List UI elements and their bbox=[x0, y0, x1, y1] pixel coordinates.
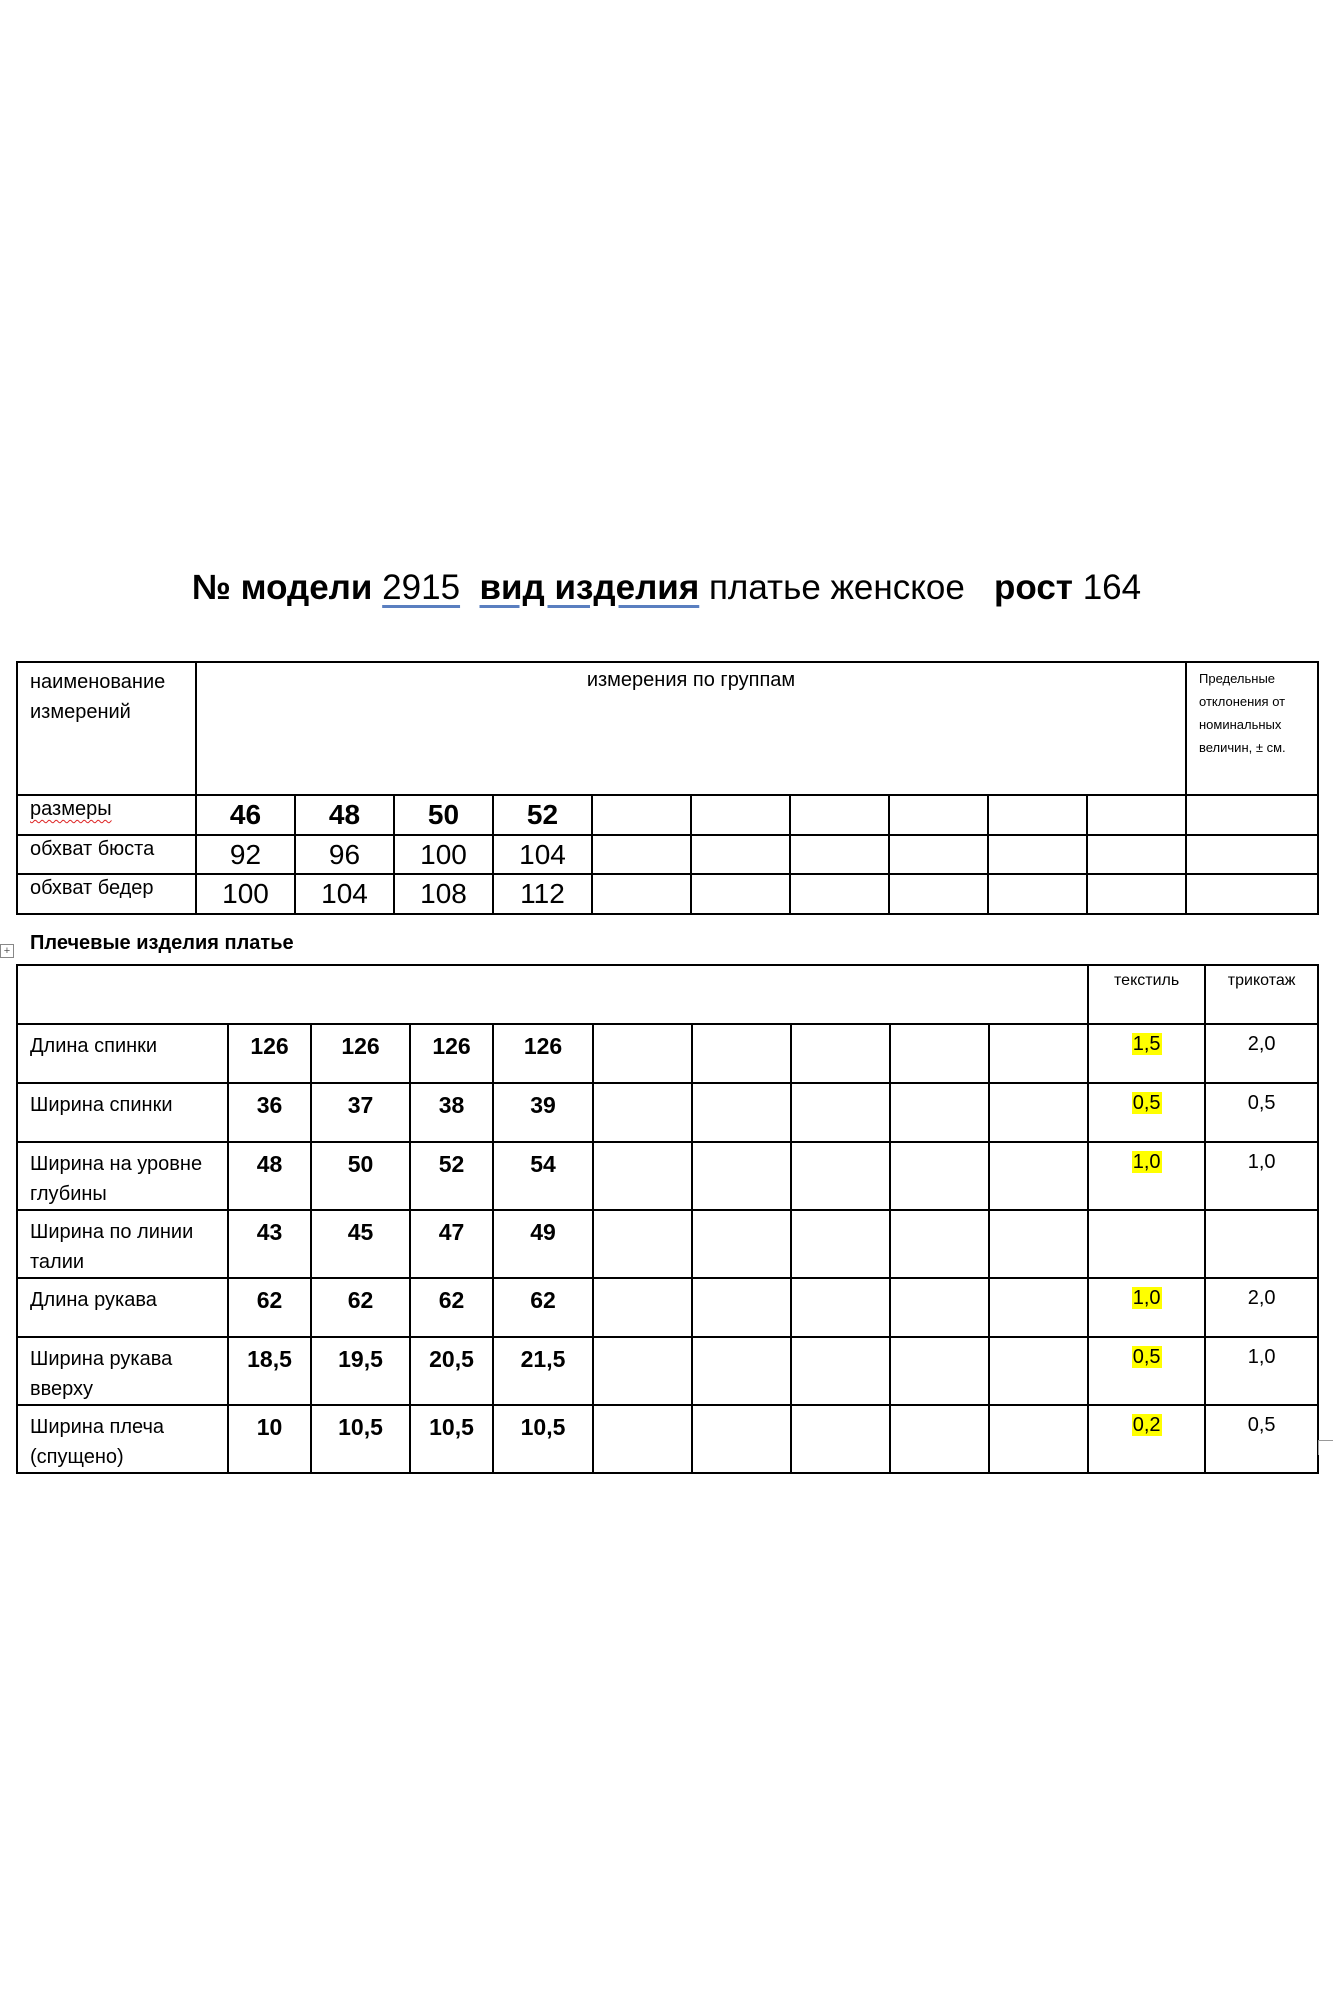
value-cell: 62 bbox=[493, 1278, 593, 1337]
value-cell: 62 bbox=[311, 1278, 410, 1337]
measurement-table bbox=[16, 964, 1319, 1474]
value-cell: 10,5 bbox=[311, 1405, 410, 1473]
value-cell: 19,5 bbox=[311, 1337, 410, 1405]
textile-deviation-cell bbox=[1088, 1083, 1205, 1142]
knit-deviation-cell: 1,0 bbox=[1205, 1337, 1318, 1405]
value-cell: 52 bbox=[410, 1142, 493, 1210]
value-cell: 54 bbox=[493, 1142, 593, 1210]
table-row bbox=[17, 1210, 1318, 1278]
textile-header: текстиль bbox=[1088, 965, 1205, 1024]
value-cell: 10,5 bbox=[410, 1405, 493, 1473]
value-cell: 126 bbox=[493, 1024, 593, 1083]
value-cell: 112 bbox=[493, 874, 592, 914]
model-label: № модели bbox=[191, 568, 373, 607]
document-title bbox=[0, 568, 1333, 608]
size-cell: 46 bbox=[196, 795, 295, 835]
size-table bbox=[16, 661, 1319, 915]
value-cell: 49 bbox=[493, 1210, 593, 1278]
value-cell: 45 bbox=[311, 1210, 410, 1278]
size-table-header bbox=[17, 662, 1318, 795]
highlighted-value: 0,2 bbox=[1132, 1414, 1161, 1436]
table-row bbox=[17, 1337, 1318, 1405]
model-number: 2915 bbox=[382, 568, 461, 607]
row-label: размеры bbox=[30, 798, 112, 820]
textile-deviation-cell bbox=[1088, 1210, 1205, 1278]
value-cell: 38 bbox=[410, 1083, 493, 1142]
value-cell: 10,5 bbox=[493, 1405, 593, 1473]
group-header: измерения по группам bbox=[196, 662, 1186, 795]
value-cell: 62 bbox=[410, 1278, 493, 1337]
measurement-name-header: наименование измерений bbox=[17, 662, 196, 795]
value-cell: 39 bbox=[493, 1083, 593, 1142]
table-move-handle-icon[interactable]: + bbox=[0, 944, 14, 958]
row-label: Длина рукава bbox=[17, 1278, 228, 1337]
textile-deviation-cell bbox=[1088, 1405, 1205, 1473]
size-cell: 48 bbox=[295, 795, 394, 835]
size-cell: 50 bbox=[394, 795, 493, 835]
knit-deviation-cell: 0,5 bbox=[1205, 1405, 1318, 1473]
value-cell: 100 bbox=[394, 835, 493, 874]
highlighted-value: 1,0 bbox=[1132, 1287, 1161, 1309]
measurement-rows bbox=[17, 1024, 1318, 1473]
height-label: рост bbox=[994, 568, 1073, 607]
table-row bbox=[17, 795, 1318, 835]
knit-deviation-cell: 2,0 bbox=[1205, 1278, 1318, 1337]
value-cell: 126 bbox=[410, 1024, 493, 1083]
value-cell: 126 bbox=[311, 1024, 410, 1083]
table-row bbox=[17, 1024, 1318, 1083]
row-label: Длина спинки bbox=[17, 1024, 228, 1083]
table-row bbox=[17, 1142, 1318, 1210]
value-cell: 21,5 bbox=[493, 1337, 593, 1405]
height-value: 164 bbox=[1082, 568, 1142, 607]
value-cell: 37 bbox=[311, 1083, 410, 1142]
row-label: Ширина по линии талии bbox=[17, 1210, 228, 1278]
textile-deviation-cell bbox=[1088, 1278, 1205, 1337]
knit-deviation-cell: 1,0 bbox=[1205, 1142, 1318, 1210]
value-cell: 18,5 bbox=[228, 1337, 311, 1405]
value-cell: 43 bbox=[228, 1210, 311, 1278]
row-label: Ширина на уровне глубины bbox=[17, 1142, 228, 1210]
value-cell: 96 bbox=[295, 835, 394, 874]
knit-deviation-cell bbox=[1205, 1210, 1318, 1278]
value-cell: 62 bbox=[228, 1278, 311, 1337]
row-label: Ширина плеча (спущено) bbox=[17, 1405, 228, 1473]
highlighted-value: 0,5 bbox=[1132, 1346, 1161, 1368]
knit-deviation-cell: 2,0 bbox=[1205, 1024, 1318, 1083]
value-cell: 126 bbox=[228, 1024, 311, 1083]
highlighted-value: 0,5 bbox=[1132, 1092, 1161, 1114]
deviation-header: Предельные отклонения от номинальных величин, ± см. bbox=[1186, 662, 1318, 795]
value-cell: 47 bbox=[410, 1210, 493, 1278]
value-cell: 50 bbox=[311, 1142, 410, 1210]
value-cell: 92 bbox=[196, 835, 295, 874]
table-row bbox=[17, 1278, 1318, 1337]
value-cell: 100 bbox=[196, 874, 295, 914]
value-cell: 36 bbox=[228, 1083, 311, 1142]
value-cell: 104 bbox=[295, 874, 394, 914]
highlighted-value: 1,0 bbox=[1132, 1151, 1161, 1173]
value-cell: 104 bbox=[493, 835, 592, 874]
size-cell: 52 bbox=[493, 795, 592, 835]
table-row bbox=[17, 1083, 1318, 1142]
section-subtitle: Плечевые изделия платье bbox=[30, 932, 294, 954]
row-label: Ширина спинки bbox=[17, 1083, 228, 1142]
knit-deviation-cell: 0,5 bbox=[1205, 1083, 1318, 1142]
measurement-table-header bbox=[17, 965, 1318, 1024]
kind-value: платье женское bbox=[708, 568, 965, 607]
row-label: обхват бедер bbox=[17, 874, 196, 914]
value-cell: 20,5 bbox=[410, 1337, 493, 1405]
row-label: Ширина рукава вверху bbox=[17, 1337, 228, 1405]
table-row bbox=[17, 1405, 1318, 1473]
textile-deviation-cell bbox=[1088, 1024, 1205, 1083]
row-label: обхват бюста bbox=[17, 835, 196, 874]
value-cell: 108 bbox=[394, 874, 493, 914]
value-cell: 48 bbox=[228, 1142, 311, 1210]
kind-label: вид изделия bbox=[479, 568, 700, 607]
page-corner-mark bbox=[1318, 1440, 1333, 1455]
knit-header: трикотаж bbox=[1205, 965, 1318, 1024]
table-row bbox=[17, 874, 1318, 914]
textile-deviation-cell bbox=[1088, 1142, 1205, 1210]
textile-deviation-cell bbox=[1088, 1337, 1205, 1405]
highlighted-value: 1,5 bbox=[1132, 1033, 1161, 1055]
table-row bbox=[17, 835, 1318, 874]
value-cell: 10 bbox=[228, 1405, 311, 1473]
